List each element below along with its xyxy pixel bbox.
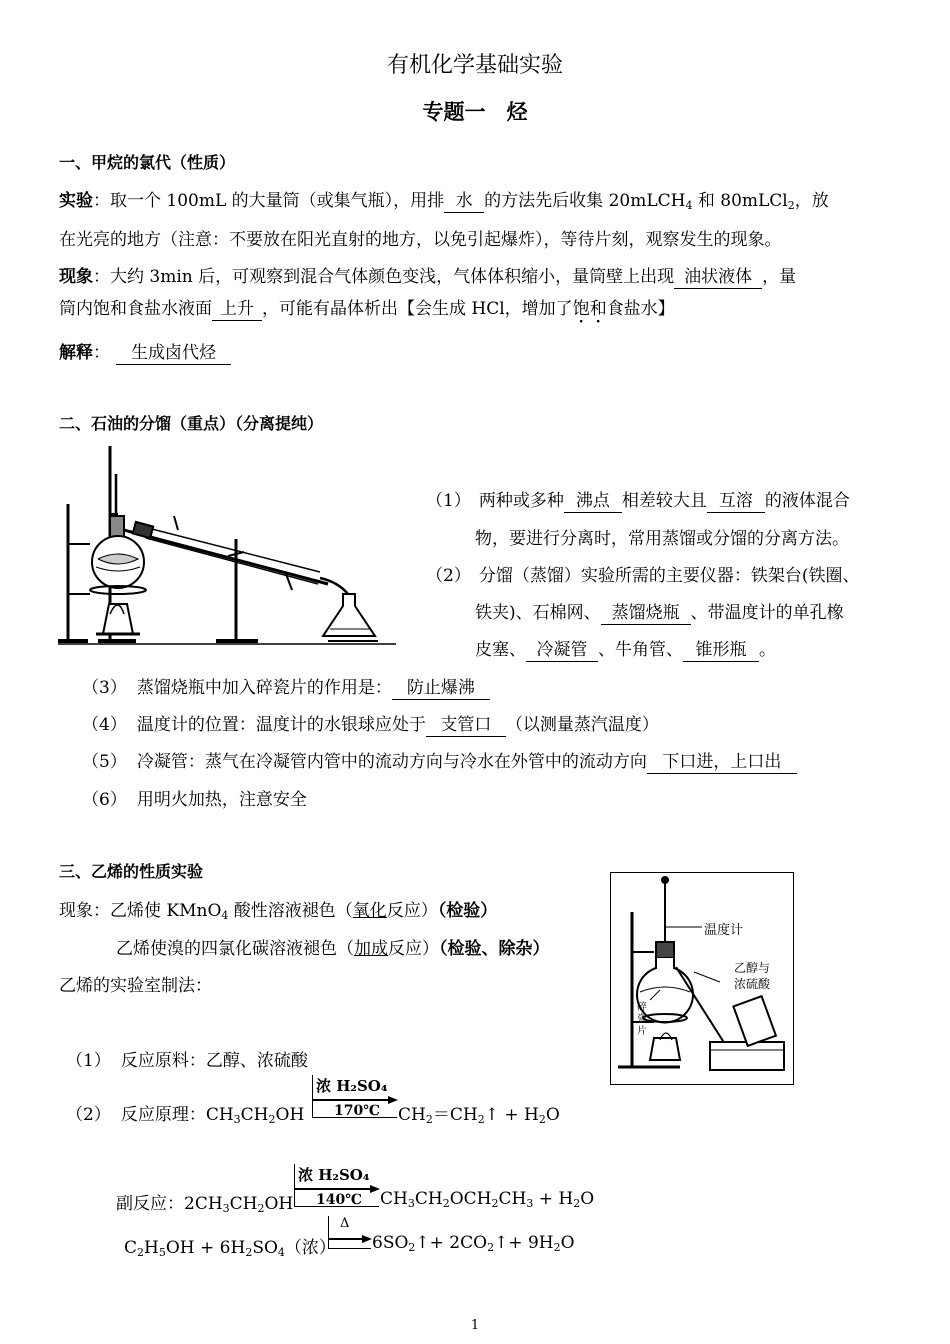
item-number: （3） (82, 678, 127, 698)
text: 现象：乙烯使 KMnO (59, 901, 222, 921)
text: 温度计的位置：温度计的水银球应处于 (136, 715, 426, 735)
text: 用明火加热，注意安全 (136, 790, 307, 810)
text: （以测量蒸汽温度） (505, 715, 659, 735)
text: 筒内饱和食盐水液面 (59, 299, 212, 319)
text: 分馏（蒸馏）实验所需的主要仪器：铁架台(铁圈、 (478, 566, 860, 586)
reagent-label-1: 乙醇与 (734, 961, 771, 975)
text: 、牛角管、 (598, 640, 683, 660)
arrow-box (312, 1075, 397, 1118)
s2-item-2-line-1 (426, 561, 859, 586)
reaction-arrow-2 (294, 1164, 380, 1210)
text: 酸性溶液褪色（ (228, 901, 353, 921)
s3-lab-preparation: 乙烯的实验室制法： (59, 976, 212, 996)
reaction-1-products: $CH_2=CH_2↑ + H_2O$ (398, 1105, 560, 1126)
answer-water: 水 (444, 192, 484, 213)
answer-prevent-bumping: 防止爆沸 (392, 679, 490, 700)
text: ： (93, 343, 110, 363)
bold-note: （检验） (437, 901, 498, 921)
emphasis-char: 饱 (572, 299, 590, 319)
item-number: （1） (426, 491, 471, 511)
item-number: （1） (66, 1051, 111, 1071)
answer-boiling-point: 沸点 (564, 492, 622, 513)
oxidation-reactants: $C_2H_5OH + 6H_2SO_4$ (124, 1238, 285, 1259)
ethylene-apparatus-figure (610, 872, 794, 1086)
text: ：大约 3min 后，可观察到混合气体颜色变浅，气体体积缩小，量筒壁上出现 (93, 267, 675, 287)
text: ，可能有晶体析出【会生成 HCl，增加了 (262, 299, 573, 319)
text: 的液体混合 (764, 491, 850, 511)
text: 。 (759, 640, 776, 660)
text: 蒸馏烧瓶中加入碎瓷片的作用是： (136, 678, 392, 698)
s2-item-2-line-3 (475, 635, 776, 662)
text: ，量 (762, 267, 797, 287)
text: ，放 (794, 191, 829, 211)
section-2-heading: 二、石油的分馏（重点）（分离提纯） (59, 414, 324, 433)
underlined-addition: 加成 (354, 939, 388, 959)
answer-condenser: 冷凝管 (526, 641, 598, 662)
text: 皮塞、 (475, 640, 526, 660)
page-subtitle: 专题一 烃 (422, 100, 528, 124)
s3-item-1 (66, 1046, 308, 1071)
text: 相差较大且 (621, 491, 707, 511)
text: 的方法先后收集 20mLCH (484, 191, 686, 211)
experiment-line-1 (59, 186, 829, 213)
answer-oily-liquid: 油状液体 (674, 268, 762, 289)
phenomenon-line-1 (59, 262, 796, 289)
arrow-box (328, 1216, 371, 1249)
phenomenon-line-2 (59, 294, 675, 321)
answer-branch-mouth: 支管口 (426, 716, 506, 737)
text: 、带温度计的单孔橡 (690, 603, 844, 623)
experiment-label: 实验 (59, 191, 93, 211)
s3-phenomenon-1 (59, 896, 497, 921)
section-1-heading: 一、甲烷的氯代（性质） (59, 153, 236, 172)
answer-haloalkane: 生成卤代烃 (116, 344, 231, 365)
arrow-1-condition-top: 浓 H₂SO₄ (316, 1077, 388, 1095)
reaction-arrow-3 (328, 1216, 372, 1250)
side-reaction-label: 副反应： (116, 1194, 184, 1214)
text: 反应原理： (120, 1105, 206, 1125)
text: 食盐水】 (606, 299, 675, 319)
s3-phenomenon-2 (116, 934, 550, 959)
text: 反应原料：乙醇、浓硫酸 (120, 1051, 308, 1071)
reaction-arrow-1 (312, 1075, 398, 1121)
page-title: 有机化学基础实验 (386, 53, 563, 78)
text: 和 80mLCl (692, 191, 788, 211)
s2-item-1-line-1 (426, 486, 850, 513)
text: 反应） (388, 939, 439, 959)
arrow-1-condition-bottom: 170℃ (334, 1103, 380, 1119)
item-number: （4） (82, 715, 127, 735)
answer-miscible: 互溶 (707, 492, 765, 513)
experiment-line-2: 在光亮的地方（注意：不要放在阳光直射的地方，以免引起爆炸），等待片刻，观察发生的现象。 (59, 230, 782, 250)
text: 乙烯使溴的四氯化碳溶液褪色（ (116, 939, 354, 959)
arrow-2-condition-bottom: 140℃ (316, 1192, 362, 1208)
item-number: （6） (82, 790, 127, 810)
answer-flow-direction: 下口进，上口出 (647, 753, 797, 774)
underlined-oxidation: 氧化 (352, 901, 387, 921)
text: ：取一个 100mL 的大量筒（或集气瓶），用排 (93, 191, 445, 211)
explanation-line (59, 338, 231, 365)
text: 铁夹)、石棉网、 (475, 603, 601, 623)
text: 反应） (386, 901, 438, 921)
subscript: 2 (787, 199, 795, 212)
s2-item-4 (82, 710, 659, 737)
text: 冷凝管：蒸气在冷凝管内管中的流动方向与冷水在外管中的流动方向 (136, 752, 647, 772)
arrow-3-condition-top: Δ (340, 1216, 350, 1231)
explanation-label: 解释 (59, 343, 93, 363)
concentrated-label: （浓） (284, 1238, 336, 1258)
reagent-label-2: 浓硫酸 (734, 977, 771, 991)
distillation-apparatus-figure (58, 444, 398, 650)
s2-item-2-line-2 (475, 598, 844, 625)
bold-note: （检验、除杂） (439, 939, 550, 959)
side-reaction-line (116, 1189, 293, 1214)
item-number: （2） (426, 566, 471, 586)
chips-label-1: 碎 (637, 1002, 647, 1013)
page-number: 1 (470, 1318, 480, 1333)
s2-item-3 (82, 673, 490, 700)
s2-item-1-line-2: 物，要进行分离时，常用蒸馏或分馏的分离方法。 (475, 529, 849, 549)
s3-item-2 (66, 1100, 304, 1125)
answer-distillation-flask: 蒸馏烧瓶 (601, 604, 691, 625)
item-number: （5） (82, 752, 127, 772)
subscript: 4 (685, 199, 693, 212)
emphasis-char: 和 (589, 299, 607, 319)
side-reaction-products: $CH_3CH_2OCH_2CH_3 + H_2O$ (380, 1189, 595, 1210)
subscript: 4 (221, 909, 229, 922)
oxidation-reaction-line (124, 1233, 336, 1258)
answer-rise: 上升 (212, 300, 262, 321)
item-number: （2） (66, 1105, 111, 1125)
phenomenon-label: 现象 (59, 267, 93, 287)
arrow-box (294, 1164, 379, 1207)
answer-conical-flask: 锥形瓶 (683, 641, 759, 662)
equation-reactant: $CH_3CH_2OH$ (205, 1105, 305, 1126)
section-3-heading: 三、乙烯的性质实验 (59, 862, 204, 881)
arrow-2-condition-top: 浓 H₂SO₄ (298, 1166, 370, 1184)
chips-label-2: 瓷 (637, 1014, 647, 1025)
oxidation-products: $6SO_2↑+$ $2CO_2↑+ 9H_2O$ (372, 1233, 575, 1254)
text: 两种或多种 (478, 491, 564, 511)
s2-item-6 (82, 785, 307, 810)
side-reaction-reactant: $2CH_3CH_2OH$ (184, 1194, 294, 1215)
thermometer-label: 温度计 (704, 923, 744, 938)
s2-item-5 (82, 747, 797, 774)
chips-label-3: 片 (637, 1026, 647, 1037)
